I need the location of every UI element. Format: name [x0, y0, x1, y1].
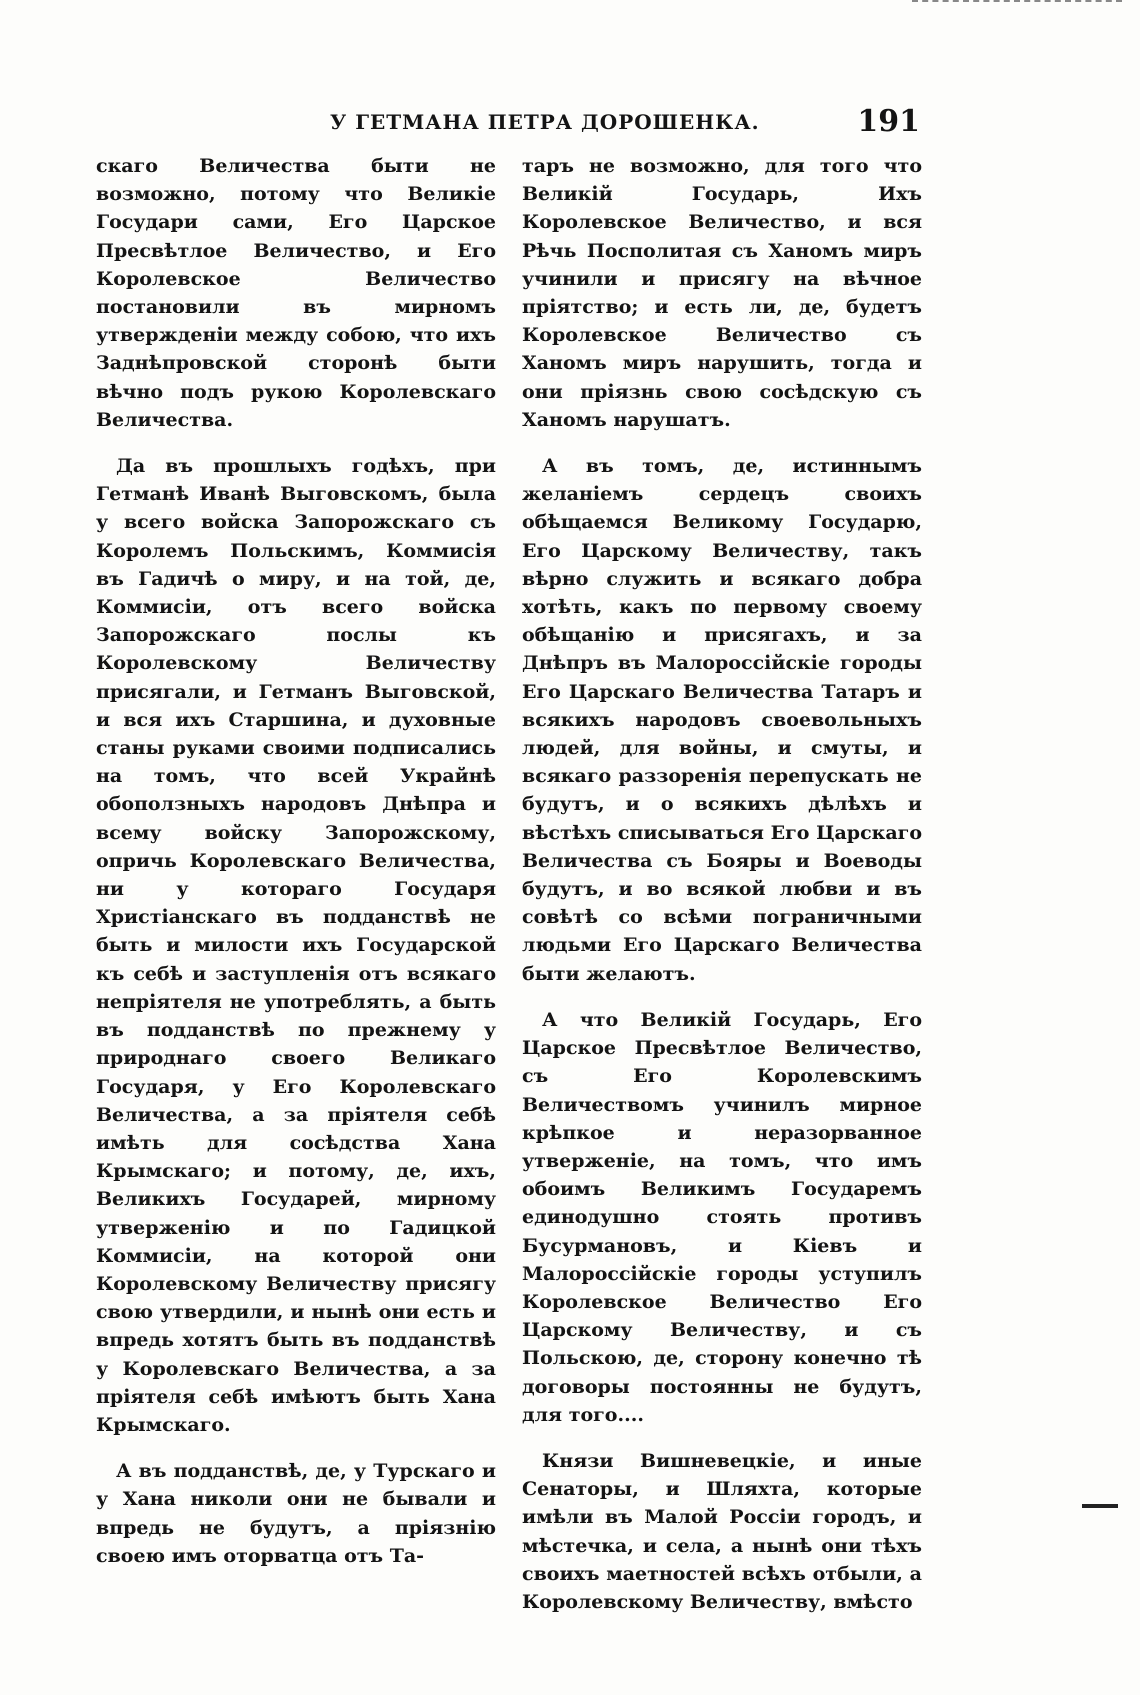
top-edge-mark: [912, 0, 1122, 6]
running-title: У ГЕТМАНА ПЕТРА ДОРОШЕНКА.: [330, 110, 760, 134]
right-column: [522, 152, 922, 1634]
left-column: [96, 152, 496, 1588]
paragraph: скаго Величества быти не возможно, потому что Великіе Государи сами, Его Царское Пресвѣтлое Величество, и Его Королевское Величество постановили въ мирномъ утвержденіи между собою, что ихъ Заднѣпровской сторонѣ быти вѣчно подъ рукою Королевскаго Величества.: [96, 155, 496, 431]
page-number: 191: [857, 104, 920, 139]
paragraph: А въ подданствѣ, де, у Турскаго и у Хана николи они не бывали и впредь не будутъ, а пріязнію своею имъ оторватца отъ Та-: [96, 1460, 496, 1567]
margin-dash: [1082, 1504, 1118, 1508]
paragraph: А въ томъ, де, истиннымъ желаніемъ сердецъ своихъ обѣщаемся Великому Государю, Его Царскому Величеству, такъ вѣрно служить и всякаго добра хотѣть, какъ по первому своему обѣщанію и присягахъ, и за Днѣпръ въ Малороссійскіе городы Его Царскаго Величества Татаръ и всякихъ народовъ своевольныхъ людей, для войны, и смуты, и всякаго раззоренія перепускать не будутъ, и о всякихъ дѣлѣхъ и вѣстѣхъ списываться Его Царскаго Величества съ Бояры и Воеводы будутъ, и во всякой любви и въ совѣтѣ со всѣми пограничными людьми Его Царскаго Величества быти желаютъ.: [522, 455, 922, 985]
paragraph: Да въ прошлыхъ годѣхъ, при Гетманѣ Иванѣ Выговскомъ, была у всего войска Запорожскаго съ Королемъ Польскимъ, Коммисія въ Гадичѣ о миру, и на той, де, Коммисіи, отъ всего войска Запорожскаго послы къ Королевскому Величеству присягали, и Гетманъ Выговской, и вся ихъ Старшина, и духовные станы руками своими подписались на томъ, что всей Украйнѣ обоползныхъ народовъ Днѣпра и всему войску Запорожскому, опричь Королевскаго Величества, ни у котораго Государя Христіанскаго въ подданствѣ не быть и милости ихъ Государской къ себѣ и заступленія отъ всякаго непріятеля не употреблять, а быть въ подданствѣ по прежнему у природнаго своего Великаго Государя, у Его Королевскаго Величества, а за пріятеля себѣ имѣть для сосѣдства Хана Крымскаго; и потому, де, ихъ, Великихъ Государей, мирному утверженію и по Гадицкой Коммисіи, на которой они Королевскому Величеству присягу свою утвердили, и нынѣ они есть и впредь хотятъ быть въ подданствѣ у Королевскаго Величества, а за пріятеля себѣ имѣютъ быть Хана Крымскаго.: [96, 455, 496, 1436]
running-head: [300, 104, 920, 144]
paragraph: таръ не возможно, для того что Великій Государь, Ихъ Королевское Величество, и вся Рѣчь Посполитая съ Ханомъ миръ учинили и присягу на вѣчное пріятство; и есть ли, де, будетъ Королевское Величество съ Ханомъ миръ нарушить, тогда и они пріязнь свою сосѣдскую съ Ханомъ нарушатъ.: [522, 155, 922, 431]
paragraph: Князи Вишневецкіе, и иные Сенаторы, и Шляхта, которые имѣли въ Малой Россіи городъ, и мѣстечка, и села, а нынѣ они тѣхъ своихъ маетностей всѣхъ отбыли, а Королевскому Величеству, вмѣсто: [522, 1449, 922, 1613]
paragraph: А что Великій Государь, Его Царское Пресвѣтлое Величество, съ Его Королевскимъ Величествомъ учинилъ мирное крѣпкое и неразорванное утверженіе, на томъ, что имъ обоимъ Великимъ Государемъ единодушно стоять противъ Бусурмановъ, и Кіевъ и Малороссійскіе городы уступилъ Королевское Величество Его Царскому Величеству, и съ Польскою, де, сторону конечно тѣ договоры постоянны не будутъ, для того....: [522, 1008, 922, 1426]
